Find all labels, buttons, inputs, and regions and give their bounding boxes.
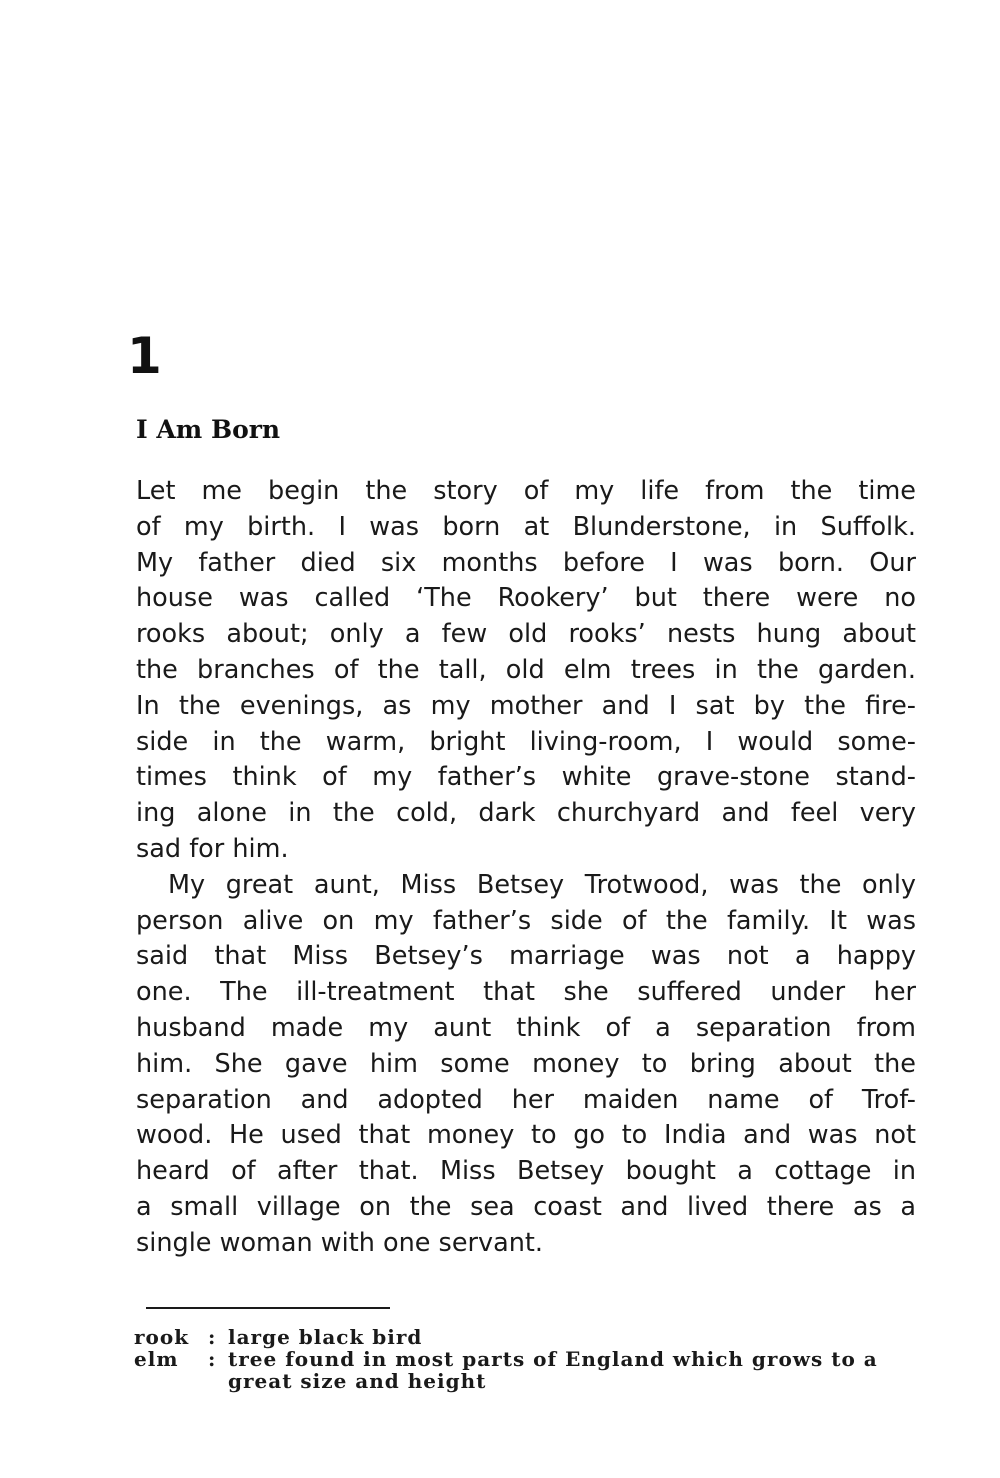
footnote-term: elm: [134, 1347, 179, 1371]
text-line: of my birth. I was born at Blunderstone, in Suffolk.: [136, 511, 916, 542]
text-line: wood. He used that money to go to India and was not: [136, 1120, 916, 1151]
footnote-definition: tree found in most parts of England which grows to a great size and height: [228, 1347, 878, 1393]
text-line: My father died six months before I was born. Our: [136, 547, 916, 578]
footnote-elm: [134, 1348, 914, 1392]
footnote-separator: :: [208, 1325, 217, 1349]
text-line: single woman with one servant.: [136, 1227, 543, 1258]
text-line: separation and adopted her maiden name of Trof-: [136, 1084, 916, 1115]
text-line: the branches of the tall, old elm trees in the garden.: [136, 654, 916, 685]
text-line: My great aunt, Miss Betsey Trotwood, was the only: [168, 869, 916, 900]
text-line: a small village on the sea coast and lived there as a: [136, 1191, 916, 1222]
footnote-definition: large black bird: [228, 1325, 423, 1349]
text-line: person alive on my father’s side of the family. It was: [136, 905, 916, 936]
chapter-body: [136, 474, 916, 1262]
text-line: heard of after that. Miss Betsey bought a cottage in: [136, 1156, 916, 1187]
footnote-rook: [134, 1326, 914, 1348]
paragraph-1: [136, 474, 916, 868]
footnote-divider: [146, 1307, 390, 1309]
text-line: house was called ‘The Rookery’ but there were no: [136, 583, 916, 614]
footnotes: [134, 1326, 914, 1392]
text-line: times think of my father’s white grave-stone stand-: [136, 762, 916, 793]
text-line: said that Miss Betsey’s marriage was not a happy: [136, 941, 916, 972]
text-line: ing alone in the cold, dark churchyard and feel very: [136, 798, 916, 829]
chapter-title: I Am Born: [136, 415, 281, 444]
text-line: him. She gave him some money to bring about the: [136, 1048, 916, 1079]
chapter-number: 1: [127, 327, 162, 385]
footnote-separator: :: [208, 1347, 217, 1371]
text-line: rooks about; only a few old rooks’ nests hung about: [136, 619, 916, 650]
text-line: In the evenings, as my mother and I sat by the fire-: [136, 690, 916, 721]
text-line: side in the warm, bright living-room, I would some-: [136, 726, 916, 757]
paragraph-2: [136, 868, 916, 1262]
text-line: one. The ill-treatment that she suffered under her: [136, 977, 916, 1008]
text-line: husband made my aunt think of a separation from: [136, 1012, 916, 1043]
text-line: sad for him.: [136, 833, 289, 864]
footnote-term: rook: [134, 1325, 190, 1349]
text-line: Let me begin the story of my life from the time: [136, 476, 916, 506]
